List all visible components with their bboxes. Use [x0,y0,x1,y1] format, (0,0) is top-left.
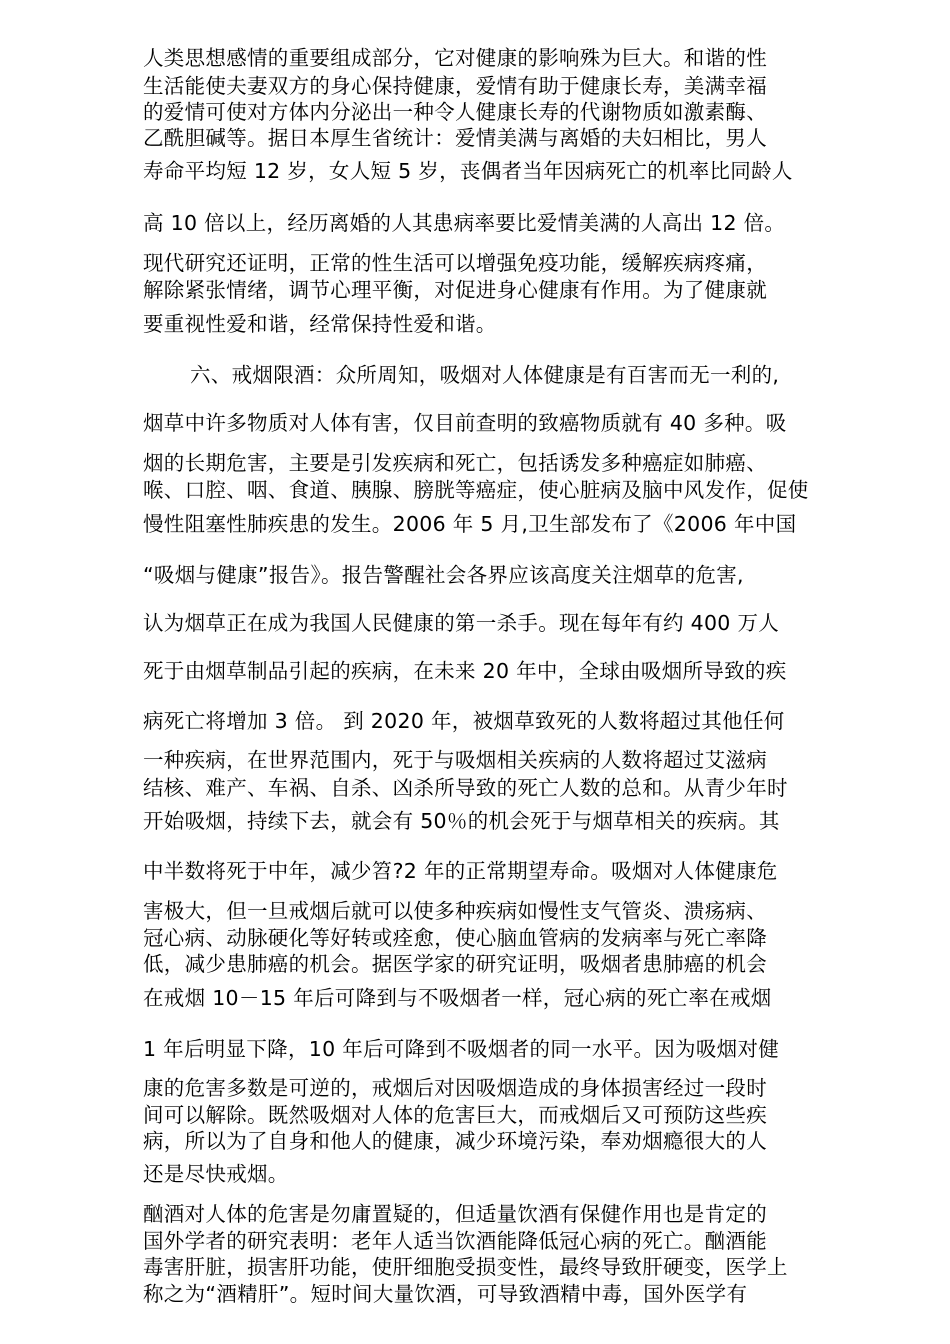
text-line: 称之为“酒精肝”。短时间大量饮酒，可导致酒精中毒，国外医学有 [143,1282,748,1306]
text-line: 还是尽快戒烟。 [143,1162,289,1186]
text-line: 死于由烟草制品引起的疾病，在未来 20 年中，全球由吸烟所导致的疾 [143,659,787,683]
paragraph-heading-line: 六、戒烟限酒：众所周知，吸烟对人体健康是有百害而无一利的, [190,363,780,387]
text-line: 喉、口腔、咽、食道、胰腺、膀胱等癌症，使心脏病及脑中风发作，促使 [143,478,809,502]
text-line: 冠心病、动脉硬化等好转或痊愈，使心脑血管病的发病率与死亡率降 [143,926,767,950]
text-line: 康的危害多数是可逆的，戒烟后对因吸烟造成的身体损害经过一段时 [143,1076,767,1100]
text-line: 的爱情可使对方体内分泌出一种令人健康长寿的代谢物质如激素酶、 [143,100,767,124]
text-line: 中半数将死于中年，减少笤?2 年的正常期望寿命。吸烟对人体健康危 [143,859,778,883]
text-line: 寿命平均短 12 岁，女人短 5 岁，丧偶者当年因病死亡的机率比同龄人 [143,159,793,183]
text-line: 高 10 倍以上，经历离婚的人其患病率要比爱情美满的人高出 12 倍。 [143,211,786,235]
text-line: 烟的长期危害，主要是引发疾病和死亡，包括诱发多种癌症如肺癌、 [143,451,767,475]
text-line: 一种疾病，在世界范围内，死于与吸烟相关疾病的人数将超过艾滋病 [143,748,767,772]
text-line: 烟草中许多物质对人体有害，仅目前查明的致癌物质就有 40 多种。吸 [143,411,787,435]
text-line: 病死亡将增加 3 倍。 到 2020 年，被烟草致死的人数将超过其他任何 [143,709,785,733]
text-line: 酗酒对人体的危害是勿庸置疑的，但适量饮酒有保健作用也是肯定的 [143,1202,767,1226]
text-line: 害极大，但一旦戒烟后就可以使多种疾病如慢性支气管炎、溃疡病、 [143,899,767,923]
text-line: 人类思想感情的重要组成部分，它对健康的影响殊为巨大。和谐的性 [143,46,767,70]
text-line: 间可以解除。既然吸烟对人体的危害巨大，而戒烟后又可预防这些疾 [143,1103,767,1127]
text-line: 慢性阻塞性肺疾患的发生。2006 年 5 月,卫生部发布了《2006 年中国 [143,512,797,536]
text-line: 认为烟草正在成为我国人民健康的第一杀手。现在每年有约 400 万人 [143,611,780,635]
text-line: 病，所以为了自身和他人的健康，减少环境污染，奉劝烟瘾很大的人 [143,1129,767,1153]
text-line: 结核、难产、车祸、自杀、凶杀所导致的死亡人数的总和。从青少年时 [143,776,788,800]
text-line: 现代研究还证明，正常的性生活可以增强免疫功能，缓解疾病疼痛， [143,251,767,275]
text-line: 低，减少患肺癌的机会。据医学家的研究证明，吸烟者患肺癌的机会 [143,952,767,976]
text-line: “吸烟与健康”报告》。报告警醒社会各界应该高度关注烟草的危害, [143,563,744,587]
text-line: 1 年后明显下降，10 年后可降到不吸烟者的同一水平。因为吸烟对健 [143,1037,780,1061]
text-line: 国外学者的研究表明：老年人适当饮酒能降低冠心病的死亡。酗酒能 [143,1229,767,1253]
text-line: 毒害肝脏，损害肝功能，使肝细胞受损变性，最终导致肝硬变，医学上 [143,1255,788,1279]
text-line: 生活能使夫妻双方的身心保持健康，爱情有助于健康长寿，美满幸福 [143,74,767,98]
text-line: 在戒烟 10－15 年后可降到与不吸烟者一样，冠心病的死亡率在戒烟 [143,986,772,1010]
text-line: 乙酰胆碱等。据日本厚生省统计：爱情美满与离婚的夫妇相比，男人 [143,126,767,150]
text-line: 解除紧张情绪，调节心理平衡，对促进身心健康有作用。为了健康就 [143,278,767,302]
text-line: 要重视性爱和谐，经常保持性爱和谐。 [143,312,497,336]
text-line: 开始吸烟，持续下去，就会有 50％的机会死于与烟草相关的疾病。其 [143,809,780,833]
